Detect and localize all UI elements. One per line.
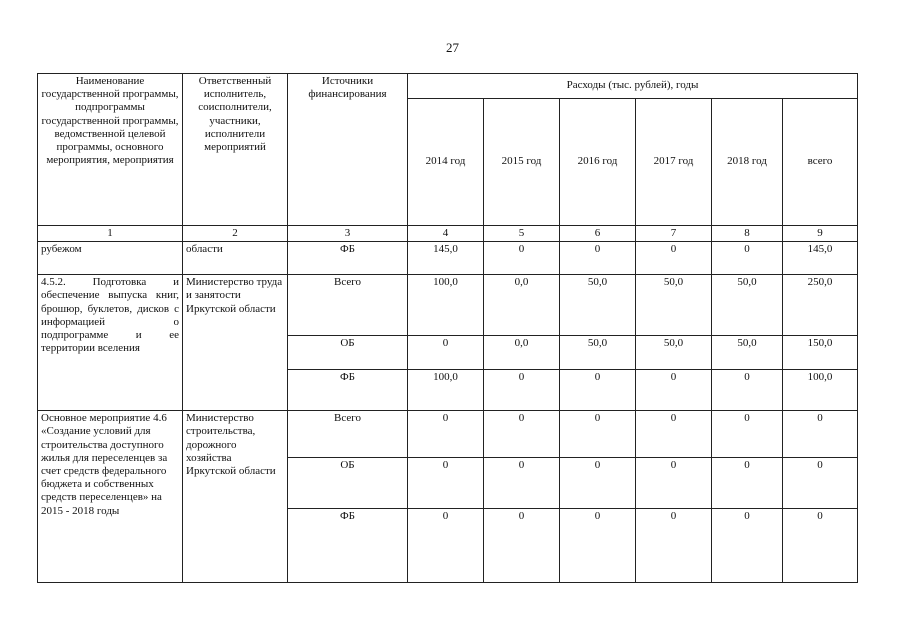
header-expenses: Расходы (тыс. рублей), годы bbox=[408, 74, 858, 99]
row-executor: Министерство труда и занятости Иркутской области bbox=[183, 275, 288, 411]
value-cell: 145,0 bbox=[408, 242, 484, 275]
value-cell: 0 bbox=[484, 458, 560, 509]
value-cell: 0 bbox=[560, 411, 636, 458]
value-cell: 0 bbox=[484, 411, 560, 458]
value-cell: 0 bbox=[408, 336, 484, 370]
value-cell: 0 bbox=[636, 411, 712, 458]
col-number: 1 bbox=[38, 226, 183, 242]
value-cell: 50,0 bbox=[636, 336, 712, 370]
row-source: Всего bbox=[288, 411, 408, 458]
col-number: 6 bbox=[560, 226, 636, 242]
value-cell: 0 bbox=[636, 370, 712, 411]
col-number: 7 bbox=[636, 226, 712, 242]
value-cell: 0 bbox=[636, 509, 712, 583]
value-cell: 50,0 bbox=[636, 275, 712, 336]
header-year-2014: 2014 год bbox=[408, 99, 484, 226]
value-cell: 0 bbox=[636, 458, 712, 509]
value-cell: 0 bbox=[712, 509, 783, 583]
row-executor: Министерство строительства, дорожного хозяйства Иркутской области bbox=[183, 411, 288, 583]
row-source: ОБ bbox=[288, 458, 408, 509]
page-number: 27 bbox=[446, 40, 459, 55]
row-source: ФБ bbox=[288, 370, 408, 411]
header-source: Источники финансирования bbox=[288, 74, 408, 226]
value-cell: 50,0 bbox=[560, 336, 636, 370]
value-cell: 0 bbox=[712, 411, 783, 458]
value-cell: 0 bbox=[484, 370, 560, 411]
table-row bbox=[38, 275, 858, 336]
row-source: ФБ bbox=[288, 242, 408, 275]
value-cell: 0 bbox=[712, 370, 783, 411]
value-cell: 0 bbox=[712, 242, 783, 275]
value-cell: 100,0 bbox=[408, 275, 484, 336]
row-source: ОБ bbox=[288, 336, 408, 370]
header-year-2016: 2016 год bbox=[560, 99, 636, 226]
header-year-2015: 2015 год bbox=[484, 99, 560, 226]
value-cell: 0 bbox=[712, 458, 783, 509]
value-cell: 0 bbox=[783, 509, 858, 583]
value-cell: 0 bbox=[636, 242, 712, 275]
value-cell: 145,0 bbox=[783, 242, 858, 275]
value-cell: 0 bbox=[408, 509, 484, 583]
col-number: 2 bbox=[183, 226, 288, 242]
row-name: Основное мероприятие 4.6 «Создание условий для строительства доступного жилья для переселенцев за счет средств федерального бюджета и собственных средств переселенцев» на 2015 - 2018 годы bbox=[38, 411, 183, 583]
value-cell: 0 bbox=[408, 411, 484, 458]
value-cell: 50,0 bbox=[712, 336, 783, 370]
value-cell: 0 bbox=[783, 411, 858, 458]
table-row bbox=[38, 242, 858, 275]
col-number: 8 bbox=[712, 226, 783, 242]
table-row bbox=[38, 411, 858, 458]
row-source: Всего bbox=[288, 275, 408, 336]
value-cell: 0 bbox=[408, 458, 484, 509]
row-executor: области bbox=[183, 242, 288, 275]
value-cell: 250,0 bbox=[783, 275, 858, 336]
value-cell: 0 bbox=[560, 370, 636, 411]
value-cell: 0 bbox=[560, 509, 636, 583]
value-cell: 0 bbox=[484, 242, 560, 275]
row-name: рубежом bbox=[38, 242, 183, 275]
header-executor: Ответственный исполнитель, соисполнители, участники, исполнители мероприятий bbox=[183, 74, 288, 226]
value-cell: 50,0 bbox=[712, 275, 783, 336]
row-source: ФБ bbox=[288, 509, 408, 583]
header-total: всего bbox=[783, 99, 858, 226]
value-cell: 0 bbox=[560, 242, 636, 275]
header-year-2017: 2017 год bbox=[636, 99, 712, 226]
col-number: 3 bbox=[288, 226, 408, 242]
value-cell: 100,0 bbox=[783, 370, 858, 411]
header-name: Наименование государственной программы, подпрограммы государственной программы, ведомственной целевой программы, основного мероприятия, мероприятия bbox=[38, 74, 183, 226]
col-number: 5 bbox=[484, 226, 560, 242]
value-cell: 150,0 bbox=[783, 336, 858, 370]
value-cell: 0,0 bbox=[484, 275, 560, 336]
row-name: 4.5.2. Подготовка и обеспечение выпуска книг, брошюр, буклетов, дисков с информацией о подпрограмме и ее территории вселения bbox=[38, 275, 183, 411]
value-cell: 0,0 bbox=[484, 336, 560, 370]
col-number: 9 bbox=[783, 226, 858, 242]
value-cell: 100,0 bbox=[408, 370, 484, 411]
budget-table bbox=[37, 73, 858, 583]
value-cell: 50,0 bbox=[560, 275, 636, 336]
value-cell: 0 bbox=[560, 458, 636, 509]
col-number: 4 bbox=[408, 226, 484, 242]
header-year-2018: 2018 год bbox=[712, 99, 783, 226]
value-cell: 0 bbox=[783, 458, 858, 509]
value-cell: 0 bbox=[484, 509, 560, 583]
